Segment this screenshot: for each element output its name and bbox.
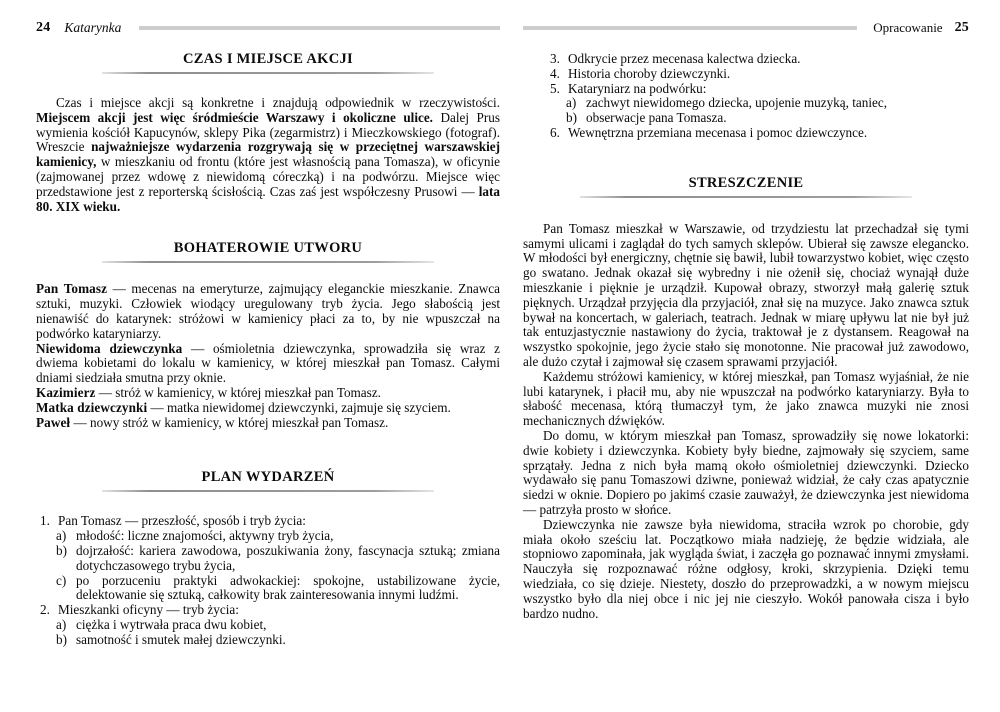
header-rule-right	[523, 26, 857, 30]
running-title-right: Opracowanie	[873, 19, 943, 35]
plan-subitem	[56, 618, 500, 633]
plan-item	[550, 67, 969, 82]
streszczenie-paragraph: Każdemu stróżowi kamienicy, w której mieszkał, pan Tomasz wyjaśniał, że nie lubi katarynek, i płacił mu, aby nie wpuszczał na podwórko kataryniarzy. Była to słabość mecenasa, którą tłumaczył tym, że jako znawca muzyki nie znosi mechanicznych dźwięków.	[523, 368, 969, 429]
running-title-left: Katarynka	[64, 19, 122, 35]
character-name: Kazimierz	[36, 384, 96, 400]
plan-item-text: Historia choroby dziewczynki.	[568, 65, 731, 81]
character-entry	[36, 342, 500, 386]
character-description: — stróż w kamienicy, w której mieszkał pan Tomasz.	[98, 384, 381, 400]
plan-item-text: Pan Tomasz — przeszłość, sposób i tryb życia:	[58, 513, 306, 529]
plan-subitem-text: obserwacje pana Tomasza.	[586, 110, 727, 126]
character-entry	[36, 401, 500, 416]
plan-item-number: 1.	[40, 513, 50, 529]
plan-item-text: Odkrycie przez mecenasa kalectwa dziecka.	[568, 51, 801, 66]
character-description: — nowy stróż w kamienicy, w której mieszkał pan Tomasz.	[73, 414, 389, 430]
paragraph-czas-i-miejsce: Czas i miejsce akcji są konkretne i znajdują odpowiednik w rzeczywistości. Miejscem akcji jest więc śródmieście Warszawy i okoliczne ulice. Dalej Prus wymienia kościół Kapucynów, sklepy Pika (zegarmistrz) i Mieczkowskiego (fotograf). Wreszcie najważniejsze wydarzenia rozgrywają się w przeciętnej warszawskiej kamienicy, w mieszkaniu od frontu (które jest własnością pana Tomasza), w oficynie (zajmowanej przez wdowę z niewidomą córeczką) i na podwórzu. Miejsce więc przedstawione jest z reporterską ścisłością. Czas zaś jest współczesny Prusowi — lata 80. XIX wieku.	[36, 95, 500, 214]
plan-list	[40, 514, 500, 647]
plan-subitem-text: zachwyt niewidomego dziecka, upojenie muzyką, taniec,	[586, 95, 887, 111]
plan-item-number: 4.	[550, 65, 560, 81]
plan-item-number: 2.	[40, 602, 50, 618]
running-head-left	[36, 20, 500, 35]
heading-rule	[102, 490, 434, 492]
plan-subitem-label: b)	[566, 110, 577, 126]
plan-subitem-label: a)	[56, 616, 67, 632]
character-name: Niewidoma dziewczynka	[36, 340, 183, 356]
plan-subitem	[566, 111, 969, 126]
character-name: Paweł	[36, 414, 71, 430]
plan-item	[550, 82, 969, 126]
plan-item	[550, 52, 969, 67]
plan-item	[40, 514, 500, 603]
character-name: Matka dziewczynki	[36, 399, 148, 415]
character-entry	[36, 282, 500, 341]
plan-subitem-label: a)	[56, 528, 67, 544]
plan-subitem-text: dojrzałość: kariera zawodowa, poszukiwania żony, fascynacja sztuką; zmiana dotychczasowego trybu życia,	[76, 542, 500, 573]
plan-item-number: 3.	[550, 51, 560, 66]
right-page	[523, 0, 969, 621]
plan-subitem-label: b)	[56, 631, 67, 647]
streszczenie-paragraph: Dziewczynka nie zawsze była niewidoma, straciła wzrok po chorobie, gdy miała około sześciu lat. Początkowo miała nadzieję, że będzie widziała, ale stopniowo zapominała, jak wygląda świat, i zaczęła go poznawać innymi zmysłami. Nauczyła się rozpoznawać różne odgłosy, kroki, skrzypienia. Dzięki temu wiedziała, co się dzieje. Niestety, doszło do przeprowadzki, a w nowym miejscu wszystko było dla niej obce i nic jej nie cieszyło. Wokół panowała cisza i było bardzo nudno.	[523, 516, 969, 621]
page-number-right: 25	[954, 19, 969, 35]
streszczenie-block	[523, 222, 969, 622]
plan-subitem	[566, 96, 969, 111]
heading-rule	[102, 261, 434, 263]
streszczenie-paragraph: Do domu, w którym mieszkał pan Tomasz, sprowadziły się nowe lokatorki: dwie kobiety i dziewczynka. Kobiety były biedne, zajmowały się szyciem, same sprzątały. Jedna z nich była mamą około ośmioletniej dziewczynki. Dziecko wydawało się panu Tomaszowi dziwne, ponieważ widział, że cały czas apatycznie siedzi w oknie. Dopiero po jakimś czasie zauważył, że dziewczynka jest niewidoma — patrzyła prosto w słońce.	[523, 427, 969, 517]
character-name: Pan Tomasz	[36, 281, 108, 297]
header-rule-left	[139, 26, 500, 30]
plan-item-number: 5.	[550, 80, 560, 96]
section-heading-czas-i-miejsce: CZAS I MIEJSCE AKCJI	[183, 51, 353, 67]
section-heading-streszczenie: STRESZCZENIE	[688, 174, 804, 191]
heading-rule	[580, 196, 912, 198]
plan-subitem	[56, 574, 500, 604]
characters-block	[36, 282, 500, 430]
plan-subitem	[56, 529, 500, 544]
plan-item-text: Mieszkanki oficyny — tryb życia:	[58, 602, 239, 618]
plan-item-text: Kataryniarz na podwórku:	[568, 80, 707, 96]
page-number-left: 24	[36, 19, 51, 35]
plan-item	[40, 603, 500, 647]
section-heading-bohaterowie: BOHATEROWIE UTWORU	[173, 240, 363, 257]
plan-subitem-label: a)	[566, 95, 577, 111]
plan-list-continued	[550, 52, 969, 141]
plan-subitem-text: samotność i smutek małej dziewczynki.	[76, 631, 286, 647]
plan-subitem-label: c)	[56, 572, 67, 588]
plan-subitem-text: po porzuceniu praktyki adwokackiej: spokojne, ustabilizowane życie, delektowanie się sztuką, całkowity brak zainteresowania innymi ludźmi.	[76, 572, 500, 603]
plan-item-number: 6.	[550, 124, 560, 140]
heading-rule	[102, 72, 434, 74]
streszczenie-paragraph: Pan Tomasz mieszkał w Warszawie, od trzydziestu lat przechadzał się tymi samymi ulicami i zaglądał do tych samych sklepów. Ubierał się zawsze elegancko. W młodości był energiczny, chętnie się bawił, lubił towarzystwo kobiet, więc często go swatano. Jednak okazał się wybredny i nie ożenił się, chociaż wynajął duże mieszkanie i pięknie je urządził. Kupował obrazy, stworzył małą galerię sztuk pięknych. Urządzał przyjęcia dla przyjaciół, znał się na muzyce. Jako znawca sztuk bywał na koncertach, w galeriach, teatrach. Jednak w miarę upływu lat nie był już tak entuzjastycznie nastawiony do życia, traktował je z dystansem. Reagował na wszystko spokojnie, jego życie stało się monotonne. Nie pracował już zawodowo, ale dużo czytał i zajmował się czasem sprawami przyjaciół.	[523, 220, 969, 369]
plan-subitem-label: b)	[56, 542, 67, 558]
section-heading-plan-wydarzen: PLAN WYDARZEŃ	[201, 469, 335, 486]
plan-item-text: Wewnętrzna przemiana mecenasa i pomoc dziewczynce.	[568, 124, 868, 140]
left-page	[36, 0, 500, 648]
character-entry	[36, 386, 500, 401]
plan-subitem-text: ciężka i wytrwała praca dwu kobiet,	[76, 616, 267, 632]
plan-item	[550, 126, 969, 141]
character-description: — matka niewidomej dziewczynki, zajmuje się szyciem.	[150, 399, 451, 415]
plan-subitem-text: młodość: liczne znajomości, aktywny tryb życia,	[76, 528, 334, 544]
plan-subitem	[56, 544, 500, 574]
character-description: — ośmioletnia dziewczynka, sprowadziła się wraz z dwiema kobietami do lokalu w kamienicy, w której mieszkał pan Tomasz. Całymi dniami siedziała smutna przy oknie.	[36, 340, 501, 386]
running-head-right	[523, 20, 969, 35]
character-description: — mecenas na emeryturze, zajmujący eleganckie mieszkanie. Znawca sztuki, muzyki. Człowiek wiodący uregulowany tryb życia. Jego słabością jest nienawiść do katarynek: stróżowi w kamienicy płaci za to, by nie wpuszczał na podwórko kataryniarzy.	[36, 281, 501, 341]
plan-subitem	[56, 633, 500, 648]
character-entry	[36, 416, 500, 431]
